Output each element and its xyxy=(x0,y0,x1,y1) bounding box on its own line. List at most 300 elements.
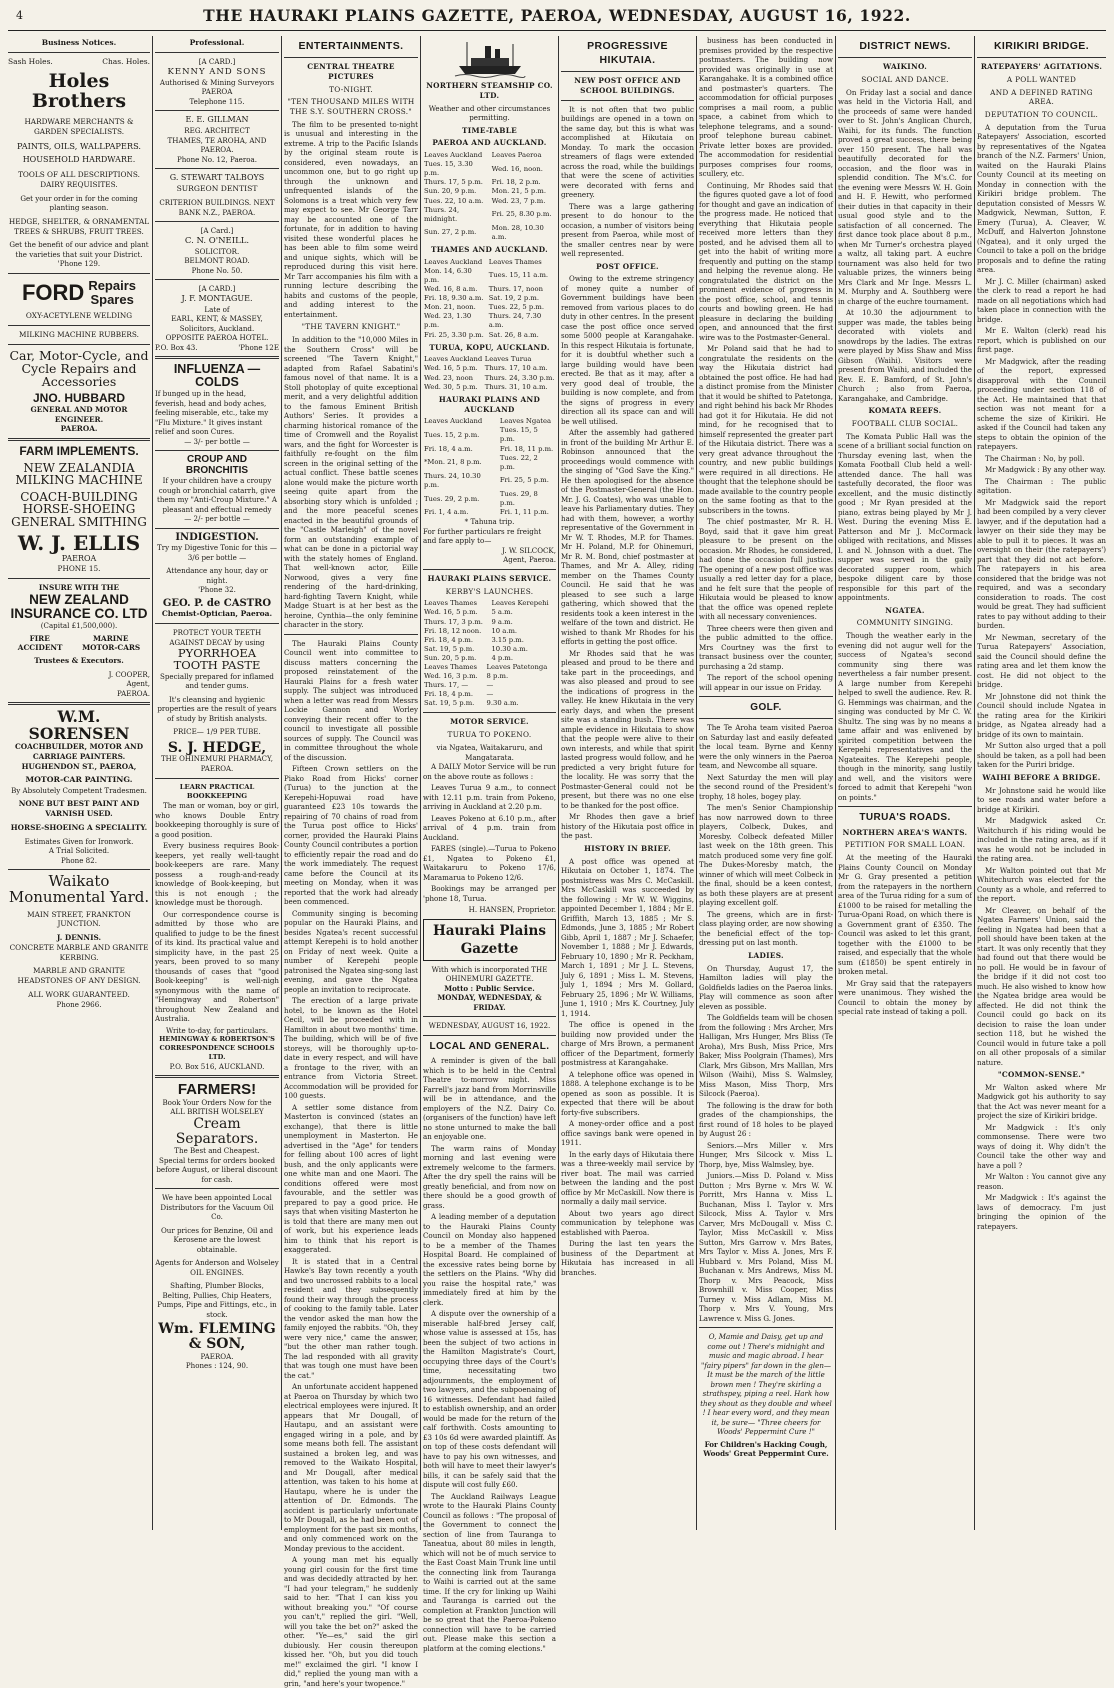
section-label: Professional. xyxy=(189,38,245,47)
article-heading: CENTRAL THEATRE PICTURES xyxy=(307,62,395,81)
timetable-row xyxy=(423,197,556,206)
article-paragraph: The following is the draw for both grades of the championships, the first round of 18 holes to be played by August 26 : xyxy=(699,1100,833,1139)
timetable-row xyxy=(423,454,556,472)
ad-text: MAIN STREET, FRANKTON JUNCTION. xyxy=(27,909,131,929)
ad-text: It's cleansing and hygienic properties are the result of years of study by British analysts. xyxy=(157,694,277,723)
ad-text: Agent, Paeroa. xyxy=(503,555,556,565)
ad-text: Get the benefit of our advice and plant the varieties that suit your District. xyxy=(9,240,149,259)
ad-heading: Wm. FLEMING & SON, xyxy=(158,1321,276,1352)
ad-text: Get your order in for the coming planting season. xyxy=(20,193,138,213)
ad-text: BELMONT ROAD. xyxy=(184,256,250,266)
ad-heading: INFLUENZA — COLDS xyxy=(173,362,261,390)
ad-heading: INDIGESTION. xyxy=(175,531,259,543)
ad-text: Weather and other circumstances permitting. xyxy=(428,103,551,123)
timetable-row xyxy=(423,490,556,508)
ad-text: PHONE 15. xyxy=(57,564,101,574)
timetable-row xyxy=(423,206,556,224)
ad-text: FIRE xyxy=(29,633,50,643)
article-paragraph: In the early days of Hikutaia there was a three-weekly mail service by river boat. The mail was carried between the landing and the post office by Mr McCaskill. Now there is normally a daily mail service. xyxy=(561,1149,694,1207)
ad-text: Attendance any hour, day or night. xyxy=(166,566,268,585)
column-rule xyxy=(835,36,836,1530)
article-subheading: LADIES. xyxy=(748,950,784,960)
article-paragraph: A reminder is given of the ball which is to be held in the Central Theatre to-morrow night. Miss Farrell's jazz band from Morrinsville will be in attendance, and the employers of the N.Z. Dairy Co. (organisers of the function) have left no stone unturned to make the ball an enjoyable one. xyxy=(423,1056,556,1142)
article-paragraph: The Hauraki Plains County Council went into committee to discuss matters concerning the proposed reinstatement of the Hauraki Plains for a fresh water supply. The subject was introduced when a letter was read from Messrs Lockie Gannon and Worley conveying their recent offer to the council to investigate all possible sources of supply. The Council was in committee throughout the whole of the discussion. xyxy=(284,638,418,762)
masthead-title: THE HAURAKI PLAINS GAZETTE, PAEROA, WEDNESDAY, AUGUST 16, 1922. xyxy=(203,6,911,25)
article-paragraph: On Friday last a social and dance was held in the Victoria Hall, and the proceeds of same were handed over to St. John's Anglican Church, Waihi, for its funds. The function proved a great success, there being over 150 present. The hall was beautifully decorated for the occasion, and the floor was in splendid condition. The M's.C. for the evening were Messrs W. H. Goin and H. F. Hewitt, who performed their duties in that capacity in their usual good style and to the satisfaction of all concerned. The first dance took place about 8 p.m., when Mr Turner's orchestra played a waltz, all taking part. A euchre tournament was also held for two valuable prizes, the winners being Mrs Clark and Mr Inge. Messrs L. M. Murphy and A. Southberg were in charge of the euchre tournament. xyxy=(838,87,972,306)
ad-heading: NEW ZEALAND INSURANCE CO. LTD xyxy=(10,591,148,622)
timetable-cell: Wed. 16, 5 p.m. xyxy=(424,364,478,373)
timetable-row xyxy=(423,636,556,645)
ad-text: 'Phone 129. xyxy=(57,259,101,269)
article-paragraph: A telephone office was opened in 1888. A telephone exchange is to be opened as soon as possible. It is expected that there will be about forty-five subscribers. xyxy=(561,1069,694,1117)
timetable-row xyxy=(423,383,556,392)
gazette-text: MONDAY, WEDNESDAY, & FRIDAY. xyxy=(437,993,542,1012)
article-paragraph: business has been conducted in premises provided by the respective postmasters. The building now provided was originally in use at Karangahake. It is a combined office and postmaster's quarters. The accommodation for official purposes comprises a mail room, a public space, a cabinet from which to telephone telegrams, and a sound-proof telephone bureau cabinet. Private letter boxes are provided. The accommodation for residential purposes comprises four rooms, scullery, etc. xyxy=(699,36,833,178)
ad-paragraph: Every business requires Book-keepers, yet really well-taught book-keepers are rare. Many possess a rough-and-ready knowledge of Book-keeping, but this is not enough ; the knowledge must be thorough. xyxy=(155,841,279,908)
ad-text: For Children's Hacking Cough, Woods' Great Peppermint Cure. xyxy=(703,1439,829,1459)
card-label: [A CARD.] xyxy=(198,57,236,67)
ad-text: OXY-ACETYLENE WELDING xyxy=(25,311,133,321)
timetable-cell: 5 a.m. xyxy=(491,608,513,617)
timetable-cell: Sat. 19, 5 p.m. xyxy=(424,644,475,653)
ad-text: Shafting, Plumber Blocks, Belting, Pullies, Chip Heaters, Pumps, Pipe and Fittings, etc., in stock. xyxy=(157,1281,277,1319)
ad-text: J. COOPER, xyxy=(108,669,150,679)
article-paragraph: A deputation from the Turua Ratepayers' Association, escorted by representatives of the Ngatea branch of the N.Z. Farmers' Union, waited on the Hauraki Plains County Council at its meeting on Monday in connection with the Kirikiri bridge problem. The deputation consisted of Messrs W. Madgwick, Newman, Sutton, F. Emery (Turua), A. Cleaver, W. McDuff, and Halverton Johnstone (Ngatea), and it only urged the Council to take a poll on the bridge proposals and to define the rating area. xyxy=(977,122,1106,275)
ad-paragraph: FARES (single).—Turua to Pokeno £1, Ngatea to Pokeno £1, Waitakaruru to Pokeno 17/6, Maramarua to Pokeno 12/6. xyxy=(423,844,556,882)
ad-text: Phone No. 50. xyxy=(191,265,243,275)
ad-heading: NEW ZEALANDIA MILKING MACHINE xyxy=(15,460,143,488)
verse: O, Mamie and Daisy, get up and come out ! There's midnight and music and magic abroad. I hear "fairy pipers" far down in the glen— It must be the march of the little brown men ! They're skirling a strathspey, piping a reel. Hark how they shout as they double and wheel ! I hear every word, and they mean it, be sure— "Three cheers for Woods' Peppermint Cure !" xyxy=(700,1332,832,1437)
ad-text: Specially prepared for inflamed and tender gums. xyxy=(160,671,274,691)
ad-heading: KENNY AND SONS xyxy=(167,66,267,77)
timetable-cell: Sat. 19, 5 p.m. xyxy=(424,699,475,708)
timetable-row xyxy=(423,426,556,444)
timetable-cell: Mon. 14, 6.30 p.m. xyxy=(424,266,472,284)
ad-heading: Spares xyxy=(90,291,134,307)
column-golf xyxy=(699,36,833,1530)
timetable-cell: Tues. 29, 2 p.m. xyxy=(424,494,480,503)
column-rule xyxy=(558,36,559,1530)
gazette-text: Motto : Public Service. xyxy=(444,983,535,993)
timetable-cell: 9.30 a.m. xyxy=(486,699,519,708)
article-paragraph: The Goldfields team will be chosen from the following : Mrs Archer, Mrs Halligan, Mrs Hunger, Mrs Bliss (Te Aroha), Mrs Bush, Miss Price, Mrs Baker, Miss Poolgrain (Thames), Mrs Clark, Mrs Gibson, Mrs Malllan, Mrs Wilson (Waihi), Miss S. Walmsley, Miss Mason, Miss Thorp, Mrs Silcock (Paeroa). xyxy=(699,1013,833,1099)
ad-text: H. HANSEN, Proprietor. xyxy=(468,905,556,914)
timetable-header: Leaves Auckland xyxy=(424,257,483,266)
timetable-cell: Thurs. 24, midnight. xyxy=(424,205,460,223)
timetable-cell: *Mon. 21, 8 p.m. xyxy=(424,458,482,467)
timetable-cell: Tues. 15, 5 p.m. xyxy=(499,426,538,444)
ad-heading: FARMERS! xyxy=(177,1081,257,1099)
timetable-cell: Thurs. 24, 7.30 a.m. xyxy=(488,312,542,330)
article-paragraph: Owing to the extreme stringency of money quite a number of Government buildings have been removed from various places to do duty in other centres. In the present case the post office once served some 5000 people at Karangahake. In this respect Hikutaia is fortunate, for it is doubtful whether such a large building would have been erected. Be that as it may, after a very good deal of trouble, the building is now complete, and from the signs of progress in every direction all its space can and will be well utilised. xyxy=(561,274,694,426)
article-paragraph: Mr J. C. Miller (chairman) asked the clerk to read a report he had made on all negotiations which had taken place in connection with the bridge. xyxy=(977,276,1106,324)
timetable-cell: Wed. 16, 5 p.m. xyxy=(424,608,478,617)
article-paragraph: Next Saturday the men will play the second round of the President's trophy, 18 holes, bogey play. xyxy=(699,772,833,801)
card-label: [A CARD.] xyxy=(198,284,236,294)
timetable-cell: Thurs. 24, 3.30 p.m. xyxy=(484,373,555,382)
timetable-cell: Wed. 16, 8 a.m. xyxy=(424,285,478,294)
ad-heading: FARM IMPLEMENTS. xyxy=(19,444,139,459)
timetable-thames xyxy=(423,258,556,340)
timetable-row xyxy=(423,672,556,681)
timetable-cell: Fri. 18, 12 noon. xyxy=(424,626,482,635)
timetable-cell: — xyxy=(486,681,494,690)
article-paragraph: On Thursday, August 17, the Hamilton ladies will play the Goldfields ladies on the Paeroa links. Play will commence as soon after eleven as possible. xyxy=(699,963,833,1011)
article-subheading: TO-NIGHT. xyxy=(329,84,373,94)
article-subheading: SOCIAL AND DANCE. xyxy=(861,74,949,84)
ad-text: THAMES, TE AROHA, AND PAEROA. xyxy=(167,135,267,155)
article-paragraph: Though the weather early in the evening did not augur well for the success of Ngatea's second community sing there was nevertheless a fair number present. A large number from Kerepehi helped to swell the audience. Rev. R. G. Hemmings was chairman, and the singing was conducted by Mr C. W. Shultz. The sing was by no means a tame affair and was enlivened by spirited competition between the Kerepehi representatives and the Ngateaites. The Kerepehi people, though in the minority, sang lustily and well, and the visitors were forced to admit that Kerepehi "won on points." xyxy=(838,631,972,802)
ad-text: Authorised & Mining Surveyors xyxy=(159,77,275,87)
ad-heading: Repairs xyxy=(88,277,137,293)
timetable-kerepehi xyxy=(423,599,556,663)
ad-text: P.O. Box 43. xyxy=(155,342,198,352)
article-paragraph: Mr Johnstone said he would like to see roads and water before a bridge at Kirikiri. xyxy=(977,785,1106,814)
ad-paragraph: Leaves Pokeno at 6.10 p.m., after arrival of 4 p.m. train from Auckland. xyxy=(423,813,556,842)
timetable-cell: 10 a.m. xyxy=(491,626,518,635)
article-paragraph: Mr Madgwick said the report had been compiled by a very clever lawyer, and if the deputation had a lawyer on their side they may be able to pull it to pieces. It was an oversight on their (the ratepayers') part that they did not act before. The ratepayers in his area considered that the bridge was not required, and was a secondary consideration to roads. The cost would be great. They had sufficient rates to pay without adding to their burden. xyxy=(977,497,1106,631)
timetable-header: Leaves Kerepehi xyxy=(491,599,549,608)
ad-heading: Cream Separators. xyxy=(175,1115,259,1147)
timetable-paeroa xyxy=(423,151,556,242)
article-paragraph: A settler some distance from Masterton is convinced (states an exchange), that there is little unemployment in Masterton. He advertised in the "Age" for tenders for felling about 100 acres of light bush, and the only applicants were one white man and one Maori. The conditions offered were most favourable, and the settler was prepared to pay a good price. He says that when visiting Masterton he is told that there are many men out of work, but his experience leads him to think that his report is exaggerated. xyxy=(284,1102,418,1255)
article-paragraph: Mr Madgwick asked Cr. Waitchurch if his riding would be included in the rating area, as if it was he would not be included in the rating area. xyxy=(977,816,1106,864)
timetable-cell: Sat. 19, 2 p.m. xyxy=(488,294,540,303)
column-professional xyxy=(155,36,279,1530)
ad-text: HARDWARE MERCHANTS & GARDEN SPECIALISTS. xyxy=(24,116,134,136)
column-timetable xyxy=(423,36,556,1653)
ad-heading: CROUP AND BRONCHITIS xyxy=(185,454,249,476)
timetable-cell: Tues. 22, 5 p.m. xyxy=(488,303,545,312)
gazette-nameplate: Hauraki Plains Gazette xyxy=(423,919,556,961)
timetable-row xyxy=(423,681,556,690)
ad-text: By Absolutely Competent Tradesmen. xyxy=(11,785,147,795)
timetable-cell: 4 p.m. xyxy=(491,653,514,662)
ad-text: Chemist-Optician, Paeroa. xyxy=(161,609,273,619)
article-paragraph: An unfortunate accident happened at Paeroa on Thursday by which two electrical employees were injured. It appears that Mr Dougall, of Hautapu, and an assistant were engaged wiring in a pole, and by some means both fell. The assistant sustained a broken leg, and was removed to the Waikato Hospital, and Mr Dougall, after medical attention, was taken to his home at Hautapu, where he is under the attention of Dr. Edmonds. The accident is particularly unfortunate to Mr Dougall, as he had been out of employment for the past six months, and only commenced work on the Monday previous to the accident. xyxy=(284,1382,418,1553)
ad-text: PAINTS, OILS, WALLPAPERS. xyxy=(17,140,141,151)
ad-text: TOOLS OF ALL DESCRIPTIONS. DAIRY REQUISITES. xyxy=(18,170,140,189)
column-rule xyxy=(696,36,697,1530)
article-paragraph: Mr Madgwick, after the reading of the report, expressed disapproval with the Council proceeding under section 118 of the Act. He maintained that that section was not meant for a scheme the size of Kirikiri. He asked if the Council had taken any steps to obtain the opinion of the ratepayers. xyxy=(977,356,1106,452)
ad-text: HUGHENDON ST., PAEROA, xyxy=(21,761,137,771)
section-label: Business Notices. xyxy=(41,38,117,47)
ad-heading: C. N. O'NEILL. xyxy=(184,235,250,246)
article-paragraph: It is not often that two public buildings are opened in a town on the same day, but this is what was accomplished at Hikutaia on Monday. To mark the occasion streamers of flags were extended across the road, while the buildings that were the scene of activities were decorated with ferns and greenery. xyxy=(561,104,694,200)
article-subheading: "THE TAVERN KNIGHT." xyxy=(301,322,401,332)
column-district-news xyxy=(838,36,972,1530)
timetable-cell: Thurs. 17, 3 p.m. xyxy=(424,617,483,626)
article-paragraph: Mr Rhodes then gave a brief history of the Hikutaia post office in the past. xyxy=(561,812,694,841)
ad-text: Telephone 115. xyxy=(189,96,245,106)
ad-text: PAEROA xyxy=(201,87,233,97)
column-rule xyxy=(420,36,421,1530)
ad-text: — 2/- per bottle — xyxy=(184,514,250,524)
article-paragraph: A young man met his equally young girl cousin for the first time and was decidedly attracted by her. "I had your telegram," he suddenly said to her. "That I can kiss you without breaking you." "Of course you can't," replied the girl. "Well, will you take the bet on?" asked the other. "Ye—es," said the girl dubiously. Her cousin thereupon kissed her. "Oh, but you did touch me!" exclaimed the girl. "I know I did," replied the young man with a grin, "and here's your twopence." xyxy=(284,1555,418,1688)
timetable-cell: Tues. 22, 10 a.m. xyxy=(424,196,484,205)
article-subheading: "TEN THOUSAND MILES WITH THE S.Y. SOUTHERN CROSS." xyxy=(287,97,415,117)
ad-text: Estimates Given for Ironwork. xyxy=(24,836,134,846)
section-heading: KIRIKIRI BRIDGE. xyxy=(993,40,1090,52)
section-heading: PROGRESSIVE HIKUTAIA. xyxy=(587,40,668,67)
timetable-cell: Wed. 23, 7 p.m. xyxy=(491,196,546,205)
timetable-row xyxy=(423,364,556,373)
article-paragraph: The chief postmaster, Mr R. H. Boyd, said that it gave him great pleasure to be present on the occasion. Mr Rhodes, he considered, had done the occasion full justice. The opening of a new post office was usually a red letter day for a place, and he felt sure that the people of Hikutaia would be pleased to know that the office was opened replete with all necessary conveniences. xyxy=(699,517,833,621)
ad-text: SOLICITOR. xyxy=(194,246,240,256)
article-paragraph: Mr Madgwick : It's only commonsense. There were two ways of doing it. Why didn't the Council take the other way and have a poll ? xyxy=(977,1122,1106,1170)
ad-heading: Holes Brothers xyxy=(31,70,127,113)
timetable-cell: Wed. 23, noon xyxy=(424,373,474,382)
column-rule xyxy=(974,36,975,1530)
ad-subheading: KERBY'S LAUNCHES. xyxy=(445,586,534,596)
article-subheading: WAIHI BEFORE A BRIDGE. xyxy=(982,772,1101,782)
article-subheading: DEPUTATION TO COUNCIL. xyxy=(984,110,1099,120)
timetable-header: Leaves Thames xyxy=(488,257,542,266)
timetable-row xyxy=(423,303,556,312)
ad-heading: COACH-BUILDING HORSE-SHOEING GENERAL SMITHING xyxy=(11,489,147,529)
article-subheading: HISTORY IN BRIEF. xyxy=(584,843,671,853)
ad-text: PRICE— 1/9 PER TUBE. xyxy=(173,727,261,737)
ad-text: Phone 82. xyxy=(61,855,97,865)
ad-text: PAEROA. xyxy=(117,688,150,698)
timetable-header: Leaves Paeroa xyxy=(491,151,542,160)
timetable-row xyxy=(423,285,556,294)
ad-text: HOUSEHOLD HARDWARE. xyxy=(22,155,136,165)
article-heading: NORTHERN AREA'S WANTS. xyxy=(842,827,968,837)
section-heading: TURUA'S ROADS. xyxy=(859,812,951,824)
section-heading: LOCAL AND GENERAL. xyxy=(429,1040,550,1052)
ad-text: 'Phone 32. xyxy=(198,585,236,595)
article-paragraph: Mr Rhodes said that he was pleased and proud to be there and take part in the proceedings, and was also pleased and proud to see the indications of progress in the valley. He knew Hikutaia in the very early days, and when the present site was a standing bush. There was ample evidence in Hikutaia to show that the people were alive to their own interests, and while that spirit lasted progress would follow, and he predicted a very bright future for the locality. He was sorry that the Postmaster-General could not be present, but there was no one else to be thanked for the post office. xyxy=(561,648,694,810)
article-paragraph: The film to be presented to-night is unusual and interesting in the extreme. A trip to the Pacific Islands by the original steam route is considered, even nowadays, an uncommon one, but to go right up through the unknown and unfrequented islands of the Solomons is a treat which very few may expect to see. Mr George Tarr may be accounted one of the fortunate, for in addition to having visited these wonderful places he has been able to film some weird and unique sights, which will be reproduced during this visit here. Mr Tarr accompanies his film with a running lecture describing the habits and customs of the people, and adding interest to the entertainment. xyxy=(284,119,418,319)
ad-text: ALL WORK GUARANTEED. xyxy=(28,989,130,999)
ad-paragraph: Leaves Turua 9 a.m., to connect with 12.11 p.m. train from Pokeno, arriving in Auckland at 2.20 p.m. xyxy=(423,783,556,811)
ad-heading: PYORRHOEA TOOTH PASTE xyxy=(173,646,261,673)
ad-text: CRITERION BUILDINGS. NEXT BANK N.Z., PAEROA. xyxy=(159,198,275,217)
timetable-cell: Sun. 27, 2 p.m. xyxy=(424,228,477,237)
timetable-patetonga xyxy=(423,663,556,708)
timetable-row xyxy=(423,690,556,699)
timetable-cell: Wed. 30, 5 p.m. xyxy=(424,382,478,391)
ad-text: (Capital £1,500,000). xyxy=(40,621,118,631)
ad-text: MOTOR-CARS xyxy=(82,643,141,653)
ad-text: EARL, KENT, & MASSEY, Solicitors, Auckland. xyxy=(171,314,263,333)
article-paragraph: The greens, which are in first-class playing order, are now showing the beneficial effect of the top-dressing put on last month. xyxy=(699,909,833,948)
column-kirikiri xyxy=(977,36,1106,1530)
ad-text: Agent, xyxy=(126,679,150,689)
column-rule xyxy=(281,36,282,1530)
article-paragraph: A leading member of a deputation to the Hauraki Plains County Council on Monday also happened to be a member of the Thames Hospital Board. He complained of the excessive rates being borne by the settlers on the Plains. "Why did you raise the hospital rate," was immediately fired at him by the clerk. xyxy=(423,1212,556,1307)
article-paragraph: After the assembly had gathered in front of the building Mr Arthur E. Robinson announced that the proceedings would commence with the singing of "God Save the King." He then apologised for the absence of the Postmaster-General (the Hon. Mr. J. G. Coates), who was unable to leave his Parliamentary duties. They had with them, however, a worthy representative of the Government in Mr W. T. Rhodes, M.P. for Thames. Mr H. Poland, M.P. for Ohinemuri, Mr R. M. Bond, chief postmaster at Thames, and Mr A. Alley, riding member on the Thames County Council. He said that he was pleased to see such a large gathering, which showed that the residents took a keen interest in the welfare of the town and district. He wished to thank Mr Rhodes for his efforts in getting the post office. xyxy=(561,428,694,647)
timetable-cell: 9 a.m. xyxy=(491,617,513,626)
route-heading: HAURAKI PLAINS AND AUCKLAND xyxy=(438,394,541,414)
timetable-row xyxy=(423,699,556,708)
article-heading: NEW POST OFFICE AND SCHOOL BUILDINGS. xyxy=(574,76,681,95)
article-heading: NGATEA. xyxy=(885,605,925,615)
ad-text: INSURE WITH THE xyxy=(38,583,120,593)
timetable-header: Leaves Auckland xyxy=(424,355,483,364)
ad-text: Sash Holes. xyxy=(8,57,53,67)
timetable-cell: Thurs. 17, — xyxy=(424,681,469,690)
route-heading: PAEROA AND AUCKLAND. xyxy=(432,138,547,148)
article-paragraph: The warm rains of Monday morning and last evening were extremely welcome to the farmers. After the dry spell the rains will be greatly beneficial, and from now on there should be a good growth of grass. xyxy=(423,1143,556,1210)
timetable-row xyxy=(423,472,556,490)
article-heading: KOMATA REEFS. xyxy=(868,406,942,416)
timetable-header: Leaves Auckland xyxy=(424,151,483,160)
article-paragraph: The report of the school opening will appear in our issue on Friday. xyxy=(699,673,833,692)
timetable-cell: Wed. 23, 1.30 p.m. xyxy=(424,312,472,330)
article-subheading: A POLL WANTED xyxy=(1006,74,1077,84)
article-paragraph: A post office was opened at Hikutaia on October 1, 1874. The postmistress was Mrs C. McCaskill. Mrs McCaskill was succeeded by the following : Mr W. W. Wiggins, appointed December 1, 1884 ; Mr E. Griffith, March 13, 1885 ; Mr S. Edmonds, June 3, 1885 ; Mr Robert Gibb, April 1, 1887 ; Mr J. Schaefer, November 1, 1888 ; Mr J. Edwards, February 10, 1890 ; Mr R. Peckham, March 1, 1891 ; Mr J. L. Stevens, July 6, 1891 ; Miss L. M. Stevens, July 1, 1894 ; Mrs M. Gollard, February 25, 1896 ; Mr W. Williams, June 1, 1910 ; Mrs K. Courtney, July 1, 1914. xyxy=(561,856,694,1018)
article-paragraph: Continuing, Mr Rhodes said that the figures quoted gave a lot of food for thought and gave an indication of the progress made. He noticed that everything that Hikutaia people received more letters than they posted, and he advised them all to get into the habit of writing more frequently and putting on the stamp and helping the revenue along. He congratulated the district on the prominent evidence of progress in the post office, school, and tennis courts and bowling green. He had pleasure in declaring the building open, and announced that the first wire was to the Postmaster-General. xyxy=(699,180,833,342)
article-paragraph: Mr Poland said that he had to congratulate the residents on the way the Hikutaia district had obtained the post office. He had had a distinct promise from the Minister that it would be shifted to Patetonga, and right behind his back Mr Rhodes had got it for Hikutaia. He did not mind, for he recognised that to himself represented the greater part of the Hikutaia district. There was a very great advance throughout the country, and new public buildings were required in all directions. He thought that the telephone should be made available to the country people on the same footing as that to the subscribers in the towns. xyxy=(699,344,833,515)
timetable-cell: Mon. 21, noon. xyxy=(424,303,476,312)
timetable-cell: Fri. 1, 11 p.m. xyxy=(499,508,549,517)
article-paragraph: Mr Johnstone did not think the Council should include Ngatea in the rating area for the Kirikiri bridge, as Ngatea already had a bridge of its own to maintain. xyxy=(977,691,1106,739)
ad-text: Trustees & Executors. xyxy=(34,656,124,666)
timetable-row xyxy=(423,627,556,636)
article-paragraph: Community singing is becoming popular on the Hauraki Plains, and besides Ngatea's recent successful attempt Kerepehi is to hold another on Friday of next week. Quite a number of Kerepehi people patronised the Ngatea sing-song last evening, and gave the Ngatea people an invitation to reciprocate. xyxy=(284,908,418,994)
timetable-row xyxy=(423,224,556,242)
article-paragraph: At 10.30 the adjournment to supper was made, the tables being decorated with violets and snowdrops by the ladies. The extras were played by Miss Shaw and Miss Gibson (Waihi). Visitors were present from Waihi, and included the Rev. E. E. Bamford, of St. John's Church ; also from Paeroa, Karangahake, and Cambridge. xyxy=(838,308,972,403)
timetable-cell: Fri. 18, 2 p.m. xyxy=(491,178,541,187)
timetable-row xyxy=(423,508,556,517)
column-rule xyxy=(152,36,153,1530)
timetable-cell: Fri. 25, 8.30 p.m. xyxy=(491,210,552,219)
article-subheading: AND A DEFINED RATING AREA. xyxy=(990,87,1093,107)
ad-text: Late of xyxy=(204,304,230,314)
timetable-cell: Fri. 25, 3.30 p.m. xyxy=(424,330,484,339)
article-paragraph: At the meeting of the Hauraki Plains County Council on Monday Mr G. Gray presented a petition from the ratepayers in the northern area of the Turua riding for a sum of £1000 to be raised for metalling the Turua-Opani Road, on which there is a Government grant of £350. The Council was asked to let this grant, together with the £1000 to be raised, and especially that the whole sum (£1850) be spent entirely in broken metal. xyxy=(838,853,972,977)
ad-heading: W.M. SORENSEN xyxy=(28,707,130,743)
gazette-date: WEDNESDAY, AUGUST 16, 1922. xyxy=(428,1021,551,1031)
timetable-row xyxy=(423,645,556,654)
timetable-row xyxy=(423,654,556,663)
ad-heading: GEO. P. de CASTRO xyxy=(162,597,272,609)
ad-text: J. DENNIS. xyxy=(56,933,102,943)
ad-subheading: TURUA TO POKENO. xyxy=(447,730,532,740)
ad-text: PAEROA. xyxy=(200,1351,234,1361)
gazette-text: With which is incorporated THE OHINEMURI GAZETTE. xyxy=(431,964,548,984)
ad-text: We have been appointed Local Distributors for the Vacuum Oil Co. xyxy=(160,1193,274,1222)
timetable-cell: — xyxy=(486,690,494,699)
timetable-cell: Sat. 26, 8 a.m. xyxy=(488,330,539,339)
ad-text: ACCIDENT xyxy=(17,643,63,653)
article-paragraph: Mr Walton pointed out that Mr Whitechurch was elected for the County as a whole, and referred to the report. xyxy=(977,865,1106,904)
article-paragraph: The Te Aroha team visited Paeroa on Saturday last and easily defeated the local team. Byrne and Kenny were the only winners in the Paeroa team, and Newcombe all square. xyxy=(699,723,833,771)
timetable-header: Leaves Turua xyxy=(484,355,532,364)
article-paragraph: The men's Senior Championship has now narrowed down to three players, Colbeck, Dukes, and Moresby. Colbeck defeated Miller last week on the 18th green. This match produced some very fine golf. The Dukes-Moresby match, the winner of which will meet Colbeck in the final, should be a keen contest, as both these players are at present playing excellent golf. xyxy=(699,803,833,908)
article-paragraph: A money-order office and a post office savings bank were opened in 1911. xyxy=(561,1119,694,1148)
ad-heading: JNO. HUBBARD xyxy=(32,391,125,406)
article-paragraph: It is stated that in a Central Hawke's Bay town recently a youth and two uncrossed rabbits to a local resident and they subsequently found their way through the process of cooking to the family table. Later the vendor asked the man how the family enjoyed the rabbits. "Oh, they were very nice," came the answer, "but the other man rather tough. The lad responded with all gravity that was tough one must have been the cat." xyxy=(284,1256,418,1380)
timetable-cell: Fri. 18, 9.30 a.m. xyxy=(424,294,484,303)
timetable-cell: Thurs. 17, 5 p.m. xyxy=(424,178,483,187)
ad-text: SURGEON DENTIST xyxy=(176,183,258,193)
timetable-row xyxy=(423,445,556,454)
ad-heading: MOTOR SERVICE. xyxy=(450,717,529,727)
article-paragraph: Mr Walton asked where Mr Madgwick got his authority to say that the Act was never meant for a project the size of Kirikiri bridge. xyxy=(977,1082,1106,1121)
timetable-cell: Tues. 22, 2 p.m. xyxy=(499,453,538,471)
article-subheading: POST OFFICE. xyxy=(596,261,659,271)
route-heading: THAMES AND AUCKLAND. xyxy=(431,245,548,254)
ad-text: HORSE-SHOEING A SPECIALITY. xyxy=(10,822,148,832)
ad-text: MARBLE AND GRANITE HEADSTONES OF ANY DESIGN. xyxy=(17,966,141,986)
ad-heading: HAURAKI PLAINS SERVICE. xyxy=(427,573,552,583)
article-subheading: COMMUNITY SINGING. xyxy=(856,618,954,628)
timetable-header: Leaves Patetonga xyxy=(486,663,548,671)
timetable-row xyxy=(423,267,556,285)
timetable-row xyxy=(423,178,556,187)
timetable-cell: Tues. 29, 8 p.m. xyxy=(499,490,538,508)
ad-heading: Car, Motor-Cycle, and Cycle Repairs and Accessories xyxy=(9,347,149,390)
column-business-notices xyxy=(8,36,150,1530)
ad-text: P.O. Box 516, AUCKLAND. xyxy=(169,1061,265,1071)
ad-text: THE OHINEMURI PHARMACY, PAEROA. xyxy=(161,755,273,773)
timetable-cell: Fri. 18, 4 a.m. xyxy=(424,444,473,453)
ad-heading: E. E. GILLMAN xyxy=(185,115,249,125)
timetable-turua xyxy=(423,355,556,391)
ad-text: PROTECT YOUR TEETH AGAINST DECAY by using xyxy=(169,628,265,647)
ad-text: PAEROA xyxy=(61,553,97,563)
timetable-cell: Thurs. 17, noon xyxy=(488,285,543,294)
timetable-cell: Sun. 20, 9 p.m. xyxy=(424,187,477,196)
article-paragraph: Mr Cleaver, on behalf of the Ngatea Farmers' Union, said the feeling in Ngatea had been that a poll should have been taken at the start. It was only recently that they had found out that there would be no poll. He would be in favour of the bridge if it did not cost too much. He also wished to know how the Ngatea bridge area would be affected. He did not think the Council could go back on its decision to raise the loan under section 118, but he wished the Council would in future take a poll on all other proposals of a similar nature. xyxy=(977,905,1106,1067)
column-hikutaia xyxy=(561,36,694,1530)
article-paragraph: The Chairman : The public agitation. xyxy=(977,476,1106,496)
ad-text: HEMINGWAY & ROBERTSON'S CORRESPONDENCE SCHOOLS LTD. xyxy=(159,1035,275,1061)
ad-paragraph: Our correspondence course is admitted by those who are qualified to judge to be the finest of its kind. Its practical value and simplicity have, in the past 25 years, been proved to so many thousands of cases that "good Book-keeping" is well-nigh synonymous with the name of "Hemingway and Robertson" throughout New Zealand and Australia. xyxy=(155,909,279,1024)
article-paragraph: The Chairman : No, by poll. xyxy=(985,453,1085,463)
page-number: 4 xyxy=(16,9,23,22)
article-heading: WAIKINO. xyxy=(882,62,928,72)
timetable-cell: Mon. 28, 10.30 a.m. xyxy=(491,223,544,241)
ad-text: Write to-day, for particulars. xyxy=(166,1025,268,1035)
article-paragraph: The erection of a large private hotel, to be known as the Hotel Cecil, will be proceeded with in Hamilton in about two months' time. The building, which will be of five storeys, will be thoroughly up-to-date in every respect, and will have a frontage to the river, with an entrance from Victoria Street. Accommodation will be provided for 100 guests. xyxy=(284,996,418,1101)
ad-text: MOTOR-CAR PAINTING. xyxy=(25,775,133,785)
timetable-row xyxy=(423,374,556,383)
ad-text: GENERAL AND MOTOR ENGINEER. xyxy=(30,404,128,424)
article-paragraph: Mr Madgwick : It's against the laws of democracy. I'm just bringing the opinion of the ratepayers. xyxy=(977,1193,1106,1231)
timetable-row xyxy=(423,618,556,627)
ad-paragraph: The man or woman, boy or girl, who knows Double Entry bookkeeping thoroughly is sure of a good position. xyxy=(155,801,279,839)
ad-text: MILKING MACHINE RUBBERS. xyxy=(19,330,139,339)
article-subheading: FOOTBALL CLUB SOCIAL. xyxy=(851,418,959,428)
ad-text: The Best and Cheapest. xyxy=(174,1146,260,1156)
ad-text: MARINE xyxy=(92,633,129,643)
ad-heading: G. STEWART TALBOYS xyxy=(169,173,265,183)
article-paragraph: The office is opened in the building now provided under the charge of Mrs Brown, a permanent officer of the Department, formerly postmistress at Karangahake. xyxy=(561,1020,694,1068)
ad-text: J. W. SILCOCK, xyxy=(502,545,556,555)
ad-text: For further particulars re freight and fare apply to— xyxy=(423,526,542,546)
ad-text: Try my Digestive Tonic for this — 3/6 per bottle — xyxy=(156,543,278,562)
ad-text: HEDGE, SHELTER, & ORNAMENTAL TREES & SHRUBS, FRUIT TREES. xyxy=(8,216,150,236)
timetable-cell: Mon. 21, 5 p.m. xyxy=(491,187,546,196)
article-paragraph: Mr Gray said that the ratepayers were unanimous. They wished the Council to obtain the money by special rate instead of taking a poll. xyxy=(838,978,972,1017)
article-paragraph: In addition to the "10,000 Miles in the Southern Cross" will be screened "The Tavern Knight," adapted from Rafael Sabatini's famous novel of that name. It is a Stoll photoplay of quite exceptional merit, and a very delightful addition to the famous Eminent British Authors' Series. It provides a charming historical romance of the time of Cromwell and the Royalist wars, and the fight for Worcester is faithfully re-fought on the film screen in the original setting of the actual conflict. These battle scenes alone would make the picture worth seeing quite apart from the absorbing story which is unfolded ; and the more peaceful scenes enacted in the beautiful grounds of the "Castle Marleigh" of the novel form an outstanding example of what can be done in a pictorial way with the stately homes of England. That well-known actor, Eille Norwood, gives a very fine rendering of the hard-drinking, hard-fighting Tavern Knight, while Madge Stuart is at her best as the heroine, Cynthia—the only feminine character in the story. xyxy=(284,335,418,630)
timetable-ngatea xyxy=(423,417,556,517)
article-paragraph: About two years ago direct communication by telephone was established with Paeroa. xyxy=(561,1208,694,1237)
ad-text: Phones : 124, 90. xyxy=(185,1361,249,1371)
timetable-row xyxy=(423,294,556,303)
column-entertainments xyxy=(284,36,418,1688)
article-paragraph: Mr Sutton also urged that a poll should be taken, as a poll had been taken for the Puriri bridge. xyxy=(977,741,1106,770)
section-heading: ENTERTAINMENTS. xyxy=(298,40,404,52)
ad-heading: S. J. HEDGE, xyxy=(167,739,267,756)
ad-text: PAEROA. xyxy=(60,424,98,434)
ad-heading: J. F. MONTAGUE. xyxy=(181,293,253,303)
ad-text: Phone No. 12, Paeroa. xyxy=(176,154,258,164)
